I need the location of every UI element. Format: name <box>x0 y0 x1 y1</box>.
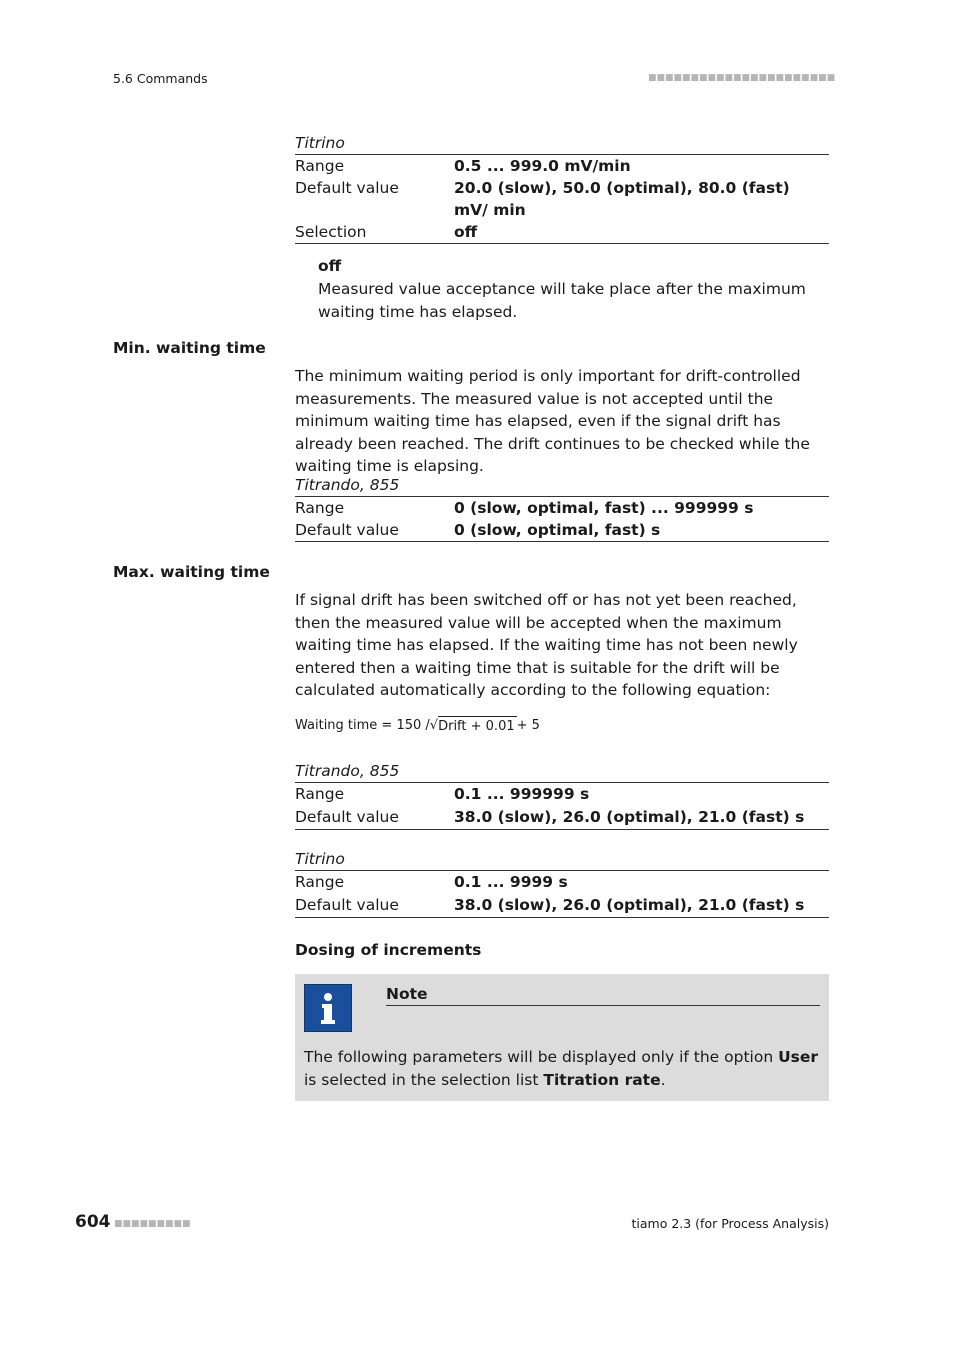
table-row: Default value 0 (slow, optimal, fast) s <box>295 519 829 542</box>
table-row: Range 0.5 ... 999.0 mV/min <box>295 157 631 175</box>
option-term: off <box>318 257 342 275</box>
table-row: Selection off <box>295 221 829 244</box>
max-waiting-time-label: Max. waiting time <box>113 563 270 581</box>
sqrt-sign: √ <box>429 717 439 733</box>
dosing-heading: Dosing of increments <box>295 941 482 959</box>
footer-dots: ■■■■■■■■■ <box>114 1219 191 1229</box>
table-row: Range 0.1 ... 999999 s <box>295 785 590 803</box>
note-box <box>295 974 829 1101</box>
table-row: Default value 38.0 (slow), 26.0 (optimal), 21.0 (fast) s <box>295 806 829 830</box>
table-row: Range 0 (slow, optimal, fast) ... 999999 s <box>295 499 754 517</box>
table-row: Default value 38.0 (slow), 26.0 (optimal), 21.0 (fast) s <box>295 894 829 918</box>
max-wait-table-titrino <box>295 848 829 918</box>
header-section: 5.6 Commands <box>113 71 208 86</box>
note-title: Note <box>386 983 820 1006</box>
waiting-time-equation <box>295 713 540 737</box>
equation-lhs: Waiting time = 150 / <box>295 717 430 733</box>
min-waiting-time-label: Min. waiting time <box>113 339 266 357</box>
option-off <box>318 255 829 324</box>
table-caption: Titrino <box>295 848 829 871</box>
table-row: Default value 20.0 (slow), 50.0 (optimal), 80.0 (fast) mV/ min <box>295 179 790 219</box>
max-wait-table-titrando <box>295 760 829 830</box>
option-user: User <box>778 1048 819 1066</box>
equation-radicand: Drift + 0.01 <box>438 716 517 734</box>
max-waiting-time-text: If signal drift has been switched off or has not yet been reached, then the measured value will be accepted when the maximum waiting time has elapsed. If the waiting time has not been newly entered then a waiting time that is suitable for the drift will be calculated automatically according to the following equation: <box>295 591 798 699</box>
min-waiting-time-text: The minimum waiting period is only important for drift-controlled measurements. The measured value is not accepted until the minimum waiting time has elapsed, even if the signal drift has already been reached. The drift continues to be checked while the waiting time is elapsing. <box>295 367 810 475</box>
titrino-table-1 <box>295 132 829 244</box>
table-row: Range 0.1 ... 9999 s <box>295 873 568 891</box>
note-text: The following parameters will be displayed only if the option User is selected in the selection list Titration rate. <box>304 1048 819 1089</box>
page-number: 604 <box>75 1212 111 1232</box>
option-description: Measured value acceptance will take place after the maximum waiting time has elapsed. <box>318 280 806 321</box>
titration-rate-list: Titration rate <box>543 1070 661 1089</box>
min-wait-table <box>295 474 829 542</box>
table-caption: Titrando, 855 <box>295 474 829 497</box>
footer-product: tiamo 2.3 (for Process Analysis) <box>631 1216 829 1231</box>
header-dots: ■■■■■■■■■■■■■■■■■■■■■■ <box>648 73 836 83</box>
table-caption: Titrino <box>295 132 829 155</box>
info-icon <box>304 984 352 1032</box>
equation-rhs: + 5 <box>516 717 540 733</box>
table-caption: Titrando, 855 <box>295 760 829 783</box>
